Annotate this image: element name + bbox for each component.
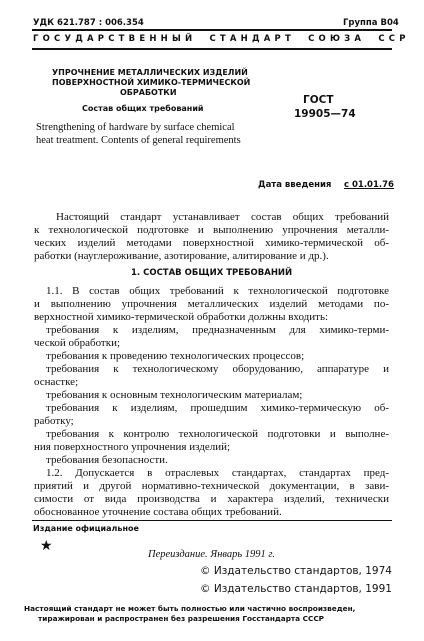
- reissue-note: Переиздание. Январь 1991 г.: [148, 549, 275, 560]
- footer-rule: [32, 520, 392, 521]
- gost-label: ГОСТ: [303, 94, 334, 106]
- section-line: приятий и другой нормативно-технической документации, в зави-: [34, 480, 389, 492]
- copyright-1974: © Издательство стандартов, 1974: [200, 565, 392, 577]
- intro-line: ческих изделий методами поверхностной химико-термической об-: [34, 237, 389, 249]
- section-line: требования к контролю технологической подготовки и выполне-: [46, 428, 389, 440]
- section-line: требования к технологическому оборудованию, аппаратуре и: [46, 363, 389, 375]
- udk-code: УДК 621.787 : 006.354: [33, 18, 144, 28]
- title-en-line-1: Strengthening of hardware by surface chemical: [36, 122, 235, 133]
- effective-date-label: Дата введения: [258, 180, 332, 190]
- section-line: 1.1. В состав общих требований к технологической подготовке: [46, 285, 389, 297]
- star-icon: ★: [40, 538, 53, 554]
- section-line: симости от вида производства и характера изделий, технически: [34, 493, 389, 505]
- section-heading: 1. СОСТАВ ОБЩИХ ТРЕБОВАНИЙ: [131, 268, 293, 278]
- standard-banner: ГОСУДАРСТВЕННЫЙ СТАНДАРТ СОЮЗА ССР: [33, 34, 410, 44]
- header-rule-bottom: [32, 48, 392, 50]
- group-code: Группа В04: [343, 18, 399, 28]
- header-rule-top: [32, 29, 392, 31]
- section-line: обоснованное уточнение состава общих требований.: [34, 506, 282, 518]
- section-line: оснастке;: [34, 376, 79, 388]
- title-ru-line-1: УПРОЧНЕНИЕ МЕТАЛЛИЧЕСКИХ ИЗДЕЛИЙ: [52, 68, 248, 77]
- official-edition: Издание официальное: [33, 524, 139, 533]
- gost-number: 19905—74: [294, 108, 356, 120]
- section-line: требования к изделиям, прошедшим химико-термическую об-: [46, 402, 389, 414]
- section-line: требования к основным технологическим материалам;: [46, 389, 303, 401]
- intro-line: к технологической подготовке и выполнению упрочнения металли-: [34, 224, 389, 236]
- section-line: верхностной химико-термической обработки должны входить:: [34, 311, 329, 323]
- section-line: требования безопасности.: [46, 454, 168, 466]
- effective-date: с 01.01.76: [344, 180, 394, 190]
- subtitle-ru: Состав общих требований: [82, 104, 204, 113]
- title-ru-line-3: ОБРАБОТКИ: [120, 88, 177, 97]
- title-ru-line-2: ПОВЕРХНОСТНОЙ ХИМИКО-ТЕРМИЧЕСКОЙ: [52, 78, 251, 87]
- intro-line: работки (науглероживание, азотирование, алитирование и др.).: [34, 250, 329, 262]
- section-line: ния поверхностного упрочнения изделий;: [34, 441, 231, 453]
- copyright-1991: © Издательство стандартов, 1991: [200, 583, 392, 595]
- section-line: ческой обработки;: [34, 337, 121, 349]
- reproduction-notice-line-1: Настоящий стандарт не может быть полностью или частично воспроизведен,: [24, 604, 356, 613]
- section-line: и выполнению упрочнения металлических изделий методами по-: [34, 298, 389, 310]
- section-line: 1.2. Допускается в отраслевых стандартах, стандартах пред-: [46, 467, 389, 479]
- reproduction-notice-line-2: тиражирован и распространен без разрешения Госстандарта СССР: [38, 614, 325, 623]
- section-line: работку;: [34, 415, 74, 427]
- intro-line: Настоящий стандарт устанавливает состав общих требований: [56, 211, 389, 223]
- section-line: требования к проведению технологических процессов;: [46, 350, 305, 362]
- title-en-line-2: heat treatment. Contents of general requirements: [36, 135, 241, 146]
- section-line: требования к изделиям, предназначенным для химико-терми-: [46, 324, 389, 336]
